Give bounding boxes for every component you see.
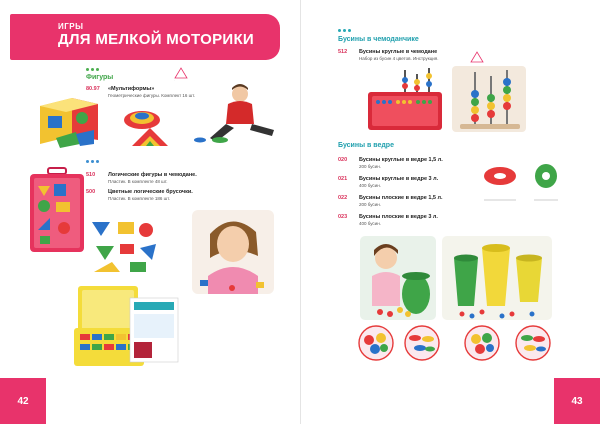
product-name: Бусины круглые в чемодане xyxy=(359,49,438,55)
product-description: Набор из бусин 4 цветов. Инструкция. xyxy=(359,56,439,61)
product-name: «Мультиформы» xyxy=(108,86,155,92)
svg-text:·: · xyxy=(174,78,175,82)
product-description: 400 бусин. xyxy=(359,183,381,188)
section-title-bucket: Бусины в ведре xyxy=(338,142,394,149)
product-code: 510 xyxy=(86,172,96,178)
bead-size-diagram xyxy=(478,154,568,214)
product-code: 021 xyxy=(338,176,348,182)
section-title-suitcase: Бусины в чемоданчике xyxy=(338,36,419,43)
section-dots-icon xyxy=(86,68,99,71)
bead-closeup-image xyxy=(463,324,501,362)
product-code: 022 xyxy=(338,195,348,201)
page-divider xyxy=(300,0,301,424)
banner-subtitle: ИГРЫ xyxy=(58,22,84,31)
multiforms-box-image xyxy=(36,92,106,148)
section-dots-icon xyxy=(338,29,351,32)
product-name: Бусины круглые в ведре 1,5 л. xyxy=(359,157,443,163)
page-number-left: 42 xyxy=(0,378,46,424)
age-badge-icon xyxy=(468,50,486,66)
section-dots-icon xyxy=(86,160,99,163)
bead-closeup-image xyxy=(403,324,441,362)
product-name: Бусины плоские в ведре 3 л. xyxy=(359,214,438,220)
section-title-figures: Фигуры xyxy=(86,74,114,81)
banner-title: ДЛЯ МЕЛКОЙ МОТОРИКИ xyxy=(58,31,254,48)
bead-buckets-photo xyxy=(442,236,552,320)
logic-blocks-case-image xyxy=(72,284,184,372)
product-code: 020 xyxy=(338,157,348,163)
product-name: Цветные логические брусочки. xyxy=(108,189,193,195)
page-number-right: 43 xyxy=(554,378,600,424)
logic-shapes-image xyxy=(90,218,170,274)
bead-tower-photo xyxy=(452,66,526,132)
geometric-shapes-image xyxy=(120,106,190,150)
product-name: Логические фигуры в чемодане. xyxy=(108,172,197,178)
product-description: 400 бусин. xyxy=(359,221,381,226)
age-badge-icon xyxy=(172,66,190,82)
child-beads-photo xyxy=(360,236,436,320)
product-description: Геометрические фигуры. Комплект 16 шт. xyxy=(108,93,196,98)
logic-suitcase-image xyxy=(28,166,86,254)
bead-closeup-image xyxy=(357,324,395,362)
boy-playing-photo xyxy=(190,82,280,146)
product-name: Бусины круглые в ведре 3 л. xyxy=(359,176,439,182)
product-description: 200 бусин. xyxy=(359,202,381,207)
bead-closeup-image xyxy=(514,324,552,362)
product-description: Пластик. В комплекте 186 шт. xyxy=(108,196,171,201)
product-code: 512 xyxy=(338,49,348,55)
product-description: Пластик. В комплекте 48 шт. xyxy=(108,179,168,184)
product-code: 023 xyxy=(338,214,348,220)
product-code: 80.97 xyxy=(86,86,100,92)
girl-playing-photo xyxy=(192,210,274,294)
bead-suitcase-image xyxy=(364,66,446,134)
product-code: 500 xyxy=(86,189,96,195)
product-name: Бусины плоские в ведре 1,5 л. xyxy=(359,195,443,201)
product-description: 200 бусин. xyxy=(359,164,381,169)
